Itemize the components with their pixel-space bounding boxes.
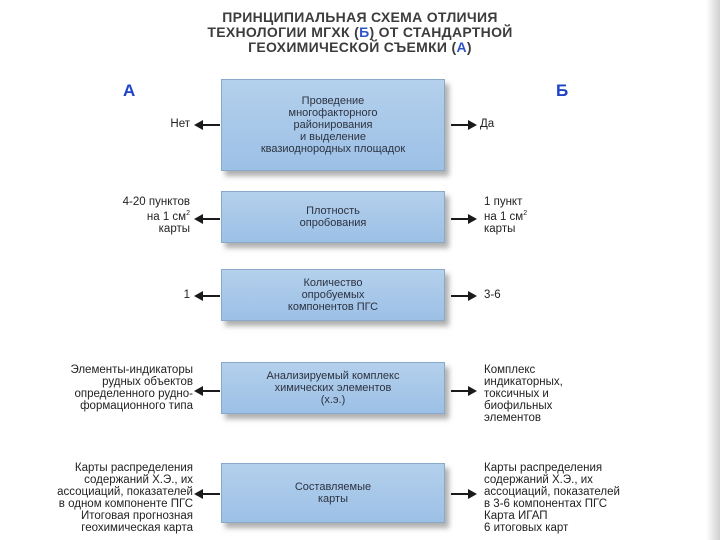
title-line-2 [100, 25, 620, 40]
column-label-a: А [123, 81, 136, 100]
title-highlight-b: Б [359, 24, 370, 40]
arrow-right-icon [451, 386, 477, 396]
row5-left-text: Карты распределения содержаний Х.Э., их ассоциаций, показателей в одном компоненте ПГС Итоговая прогнозная геохимическая карта [57, 462, 193, 534]
page-edge-shadow [706, 0, 720, 540]
row1-left-text: Нет [170, 118, 190, 130]
arrow-right-icon [451, 489, 477, 499]
box-element-complex-text: Анализируемый комплекс химических элементов (х.э.) [266, 370, 400, 406]
box-components-count-text: Количество опробуемых компонентов ПГС [287, 277, 379, 313]
row2-right-text-a: 1 пункт на 1 см [484, 196, 524, 223]
row5-right-text: Карты распределения содержаний Х.Э., их ассоциаций, показателей в 3-6 компонентах ПГС Карта ИГАП 6 итоговых карт [484, 462, 620, 534]
arrow-right-icon [451, 291, 477, 301]
row2-left-text [80, 196, 190, 235]
row2-right-text [484, 196, 594, 235]
row3-right-text: 3-6 [484, 289, 501, 301]
column-label-b: Б [556, 81, 569, 100]
row2-right-text-b: карты [484, 222, 516, 235]
row1-right-text: Да [480, 118, 495, 130]
title-line-2-post: ) ОТ СТАНДАРТНОЙ [369, 24, 513, 40]
row2-left-superscript: 2 [186, 210, 190, 217]
title-line-3-pre: ГЕОХИМИЧЕСКОЙ СЪЕМКИ ( [248, 39, 457, 55]
row3-left-text: 1 [183, 289, 190, 301]
box-zoning-text: Проведение многофакторного районирования и выделение квазиоднородных площадок [260, 95, 406, 155]
box-sampling-density [221, 191, 445, 243]
arrow-right-icon [451, 214, 477, 224]
arrow-left-icon [194, 214, 220, 224]
arrow-left-icon [194, 120, 220, 130]
box-element-complex [221, 362, 445, 414]
box-components-count [221, 269, 445, 321]
title-line-1: ПРИНЦИПИАЛЬНАЯ СХЕМА ОТЛИЧИЯ [222, 9, 498, 25]
arrow-left-icon [194, 291, 220, 301]
title-line-3-post: ) [466, 39, 472, 55]
box-maps [221, 463, 445, 523]
title-line-2-pre: ТЕХНОЛОГИИ МГХК ( [207, 24, 360, 40]
title-line-3 [100, 40, 620, 55]
row2-left-text-a: 4-20 пунктов на 1 см [122, 196, 190, 223]
box-maps-text: Составляемые карты [294, 481, 372, 505]
title-highlight-a: А [456, 39, 467, 55]
box-zoning [221, 79, 445, 171]
box-sampling-density-text: Плотность опробования [299, 205, 367, 229]
diagram-title [100, 10, 620, 55]
arrow-left-icon [194, 489, 220, 499]
row4-right-text: Комплекс индикаторных, токсичных и биофильных элементов [484, 364, 563, 424]
row2-right-superscript: 2 [523, 210, 528, 217]
arrow-right-icon [451, 120, 477, 130]
arrow-left-icon [194, 386, 220, 396]
row4-left-text: Элементы-индикаторы рудных объектов определенного рудно- формационного типа [70, 364, 193, 412]
row2-left-text-b: карты [158, 222, 190, 235]
